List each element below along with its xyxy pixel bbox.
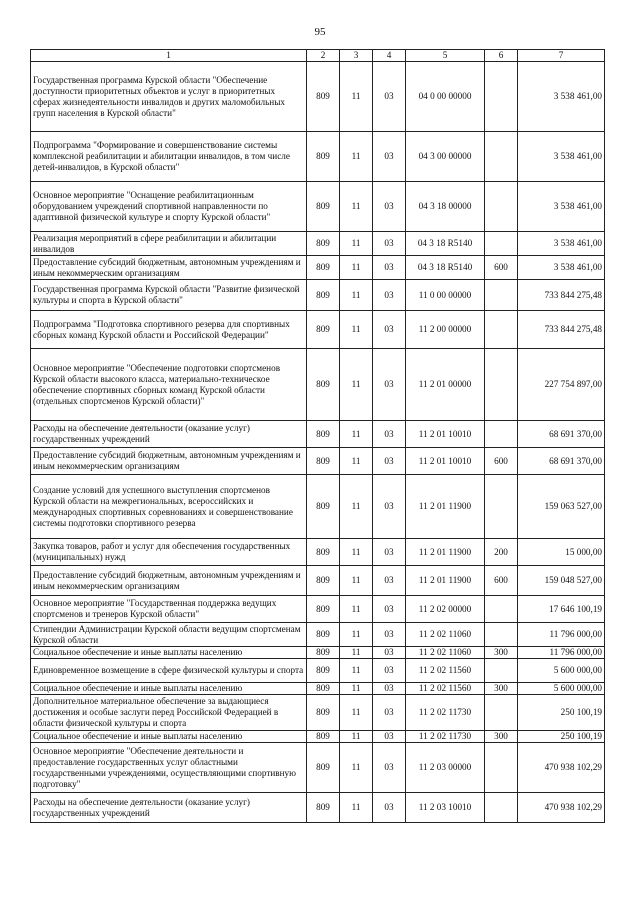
table-row [31, 311, 605, 349]
amount-cell: 3 538 461,00 [518, 182, 605, 232]
col3-cell: 11 [340, 731, 373, 743]
table-row [31, 349, 605, 421]
row-name-cell: Создание условий для успешного выступления спортсменов Курской области на межрегиональных, всероссийских и международных спортивных соревнованиях и совершенствование системы подготовки спортивного резерва [31, 475, 307, 539]
amount-cell: 68 691 370,00 [518, 421, 605, 448]
type-cell [485, 623, 518, 647]
col3-cell: 11 [340, 539, 373, 566]
col2-cell: 809 [307, 596, 340, 623]
type-cell: 300 [485, 683, 518, 695]
col4-cell: 03 [373, 349, 406, 421]
col4-cell: 03 [373, 475, 406, 539]
col2-cell: 809 [307, 695, 340, 731]
amount-cell: 17 646 100,19 [518, 596, 605, 623]
row-name-cell: Расходы на обеспечение деятельности (оказание услуг) государственных учреждений [31, 793, 307, 823]
amount-cell: 3 538 461,00 [518, 256, 605, 280]
col4-cell: 03 [373, 695, 406, 731]
type-cell [485, 311, 518, 349]
code-cell: 11 2 02 11730 [406, 731, 485, 743]
col2-cell: 809 [307, 731, 340, 743]
row-name-cell: Основное мероприятие "Государственная поддержка ведущих спортсменов и тренеров Курской области" [31, 596, 307, 623]
col3-cell: 11 [340, 475, 373, 539]
col3-cell: 11 [340, 683, 373, 695]
col2-cell: 809 [307, 659, 340, 683]
table-row [31, 596, 605, 623]
col4-cell: 03 [373, 731, 406, 743]
col2-cell: 809 [307, 793, 340, 823]
header-cell: 5 [406, 50, 485, 62]
table-row [31, 62, 605, 132]
col2-cell: 809 [307, 280, 340, 311]
col4-cell: 03 [373, 256, 406, 280]
col3-cell: 11 [340, 232, 373, 256]
amount-cell: 733 844 275,48 [518, 280, 605, 311]
col4-cell: 03 [373, 683, 406, 695]
col4-cell: 03 [373, 659, 406, 683]
col3-cell: 11 [340, 566, 373, 596]
col4-cell: 03 [373, 566, 406, 596]
col4-cell: 03 [373, 280, 406, 311]
type-cell [485, 659, 518, 683]
col2-cell: 809 [307, 62, 340, 132]
row-name-cell: Подпрограмма "Формирование и совершенствование системы комплексной реабилитации и абилитации инвалидов, в том числе детей-инвалидов, в Курской области" [31, 132, 307, 182]
table-row [31, 539, 605, 566]
type-cell [485, 475, 518, 539]
col3-cell: 11 [340, 256, 373, 280]
code-cell: 04 3 00 00000 [406, 132, 485, 182]
table-row [31, 793, 605, 823]
code-cell: 11 2 01 10010 [406, 448, 485, 475]
code-cell: 11 2 03 10010 [406, 793, 485, 823]
type-cell [485, 743, 518, 793]
table-row [31, 232, 605, 256]
col4-cell: 03 [373, 743, 406, 793]
col4-cell: 03 [373, 182, 406, 232]
code-cell: 04 3 18 R5140 [406, 232, 485, 256]
row-name-cell: Предоставление субсидий бюджетным, автономным учреждениям и иным некоммерческим организациям [31, 448, 307, 475]
row-name-cell: Социальное обеспечение и иные выплаты населению [31, 683, 307, 695]
amount-cell: 5 600 000,00 [518, 659, 605, 683]
col4-cell: 03 [373, 623, 406, 647]
col2-cell: 809 [307, 623, 340, 647]
col2-cell: 809 [307, 232, 340, 256]
header-cell: 7 [518, 50, 605, 62]
table-row [31, 182, 605, 232]
col3-cell: 11 [340, 743, 373, 793]
row-name-cell: Расходы на обеспечение деятельности (оказание услуг) государственных учреждений [31, 421, 307, 448]
col2-cell: 809 [307, 566, 340, 596]
type-cell [485, 793, 518, 823]
row-name-cell: Предоставление субсидий бюджетным, автономным учреждениям и иным некоммерческим организациям [31, 256, 307, 280]
col2-cell: 809 [307, 683, 340, 695]
type-cell [485, 349, 518, 421]
header-cell: 3 [340, 50, 373, 62]
code-cell: 11 2 01 11900 [406, 475, 485, 539]
type-cell [485, 62, 518, 132]
col4-cell: 03 [373, 539, 406, 566]
col4-cell: 03 [373, 62, 406, 132]
header-cell: 2 [307, 50, 340, 62]
type-cell [485, 280, 518, 311]
code-cell: 11 2 02 11060 [406, 623, 485, 647]
amount-cell: 733 844 275,48 [518, 311, 605, 349]
col2-cell: 809 [307, 743, 340, 793]
page-number: 95 [314, 26, 326, 38]
col2-cell: 809 [307, 256, 340, 280]
amount-cell: 11 796 000,00 [518, 623, 605, 647]
col4-cell: 03 [373, 647, 406, 659]
type-cell [485, 132, 518, 182]
row-name-cell: Стипендии Администрации Курской области ведущим спортсменам Курской области [31, 623, 307, 647]
table-row [31, 132, 605, 182]
amount-cell: 250 100,19 [518, 731, 605, 743]
row-name-cell: Подпрограмма "Подготовка спортивного резерва для спортивных сборных команд Курской области и Российской Федерации" [31, 311, 307, 349]
row-name-cell: Единовременное возмещение в сфере физической культуры и спорта [31, 659, 307, 683]
code-cell: 11 2 02 11730 [406, 695, 485, 731]
amount-cell: 15 000,00 [518, 539, 605, 566]
type-cell: 600 [485, 448, 518, 475]
code-cell: 11 2 00 00000 [406, 311, 485, 349]
row-name-cell: Социальное обеспечение и иные выплаты населению [31, 647, 307, 659]
table-row [31, 421, 605, 448]
code-cell: 11 2 01 11900 [406, 539, 485, 566]
type-cell [485, 182, 518, 232]
type-cell [485, 232, 518, 256]
col2-cell: 809 [307, 539, 340, 566]
type-cell: 600 [485, 566, 518, 596]
code-cell: 04 3 18 R5140 [406, 256, 485, 280]
amount-cell: 68 691 370,00 [518, 448, 605, 475]
amount-cell: 250 100,19 [518, 695, 605, 731]
code-cell: 04 0 00 00000 [406, 62, 485, 132]
code-cell: 11 2 01 10010 [406, 421, 485, 448]
type-cell: 300 [485, 647, 518, 659]
amount-cell: 159 063 527,00 [518, 475, 605, 539]
amount-cell: 470 938 102,29 [518, 793, 605, 823]
col2-cell: 809 [307, 475, 340, 539]
col3-cell: 11 [340, 182, 373, 232]
col3-cell: 11 [340, 793, 373, 823]
col4-cell: 03 [373, 793, 406, 823]
col4-cell: 03 [373, 132, 406, 182]
col3-cell: 11 [340, 311, 373, 349]
type-cell [485, 596, 518, 623]
code-cell: 11 2 03 00000 [406, 743, 485, 793]
table-row [31, 743, 605, 793]
code-cell: 11 2 01 00000 [406, 349, 485, 421]
table-row [31, 683, 605, 695]
header-cell: 1 [31, 50, 307, 62]
col2-cell: 809 [307, 311, 340, 349]
col2-cell: 809 [307, 182, 340, 232]
row-name-cell: Дополнительное материальное обеспечение за выдающиеся достижения и особые заслуги перед Российской Федерацией в области физической культуры и спорта [31, 695, 307, 731]
col2-cell: 809 [307, 421, 340, 448]
amount-cell: 3 538 461,00 [518, 232, 605, 256]
col3-cell: 11 [340, 280, 373, 311]
amount-cell: 159 048 527,00 [518, 566, 605, 596]
col3-cell: 11 [340, 623, 373, 647]
col4-cell: 03 [373, 232, 406, 256]
row-name-cell: Социальное обеспечение и иные выплаты населению [31, 731, 307, 743]
col3-cell: 11 [340, 695, 373, 731]
row-name-cell: Закупка товаров, работ и услуг для обеспечения государственных (муниципальных) нужд [31, 539, 307, 566]
amount-cell: 470 938 102,29 [518, 743, 605, 793]
code-cell: 11 2 02 11560 [406, 683, 485, 695]
code-cell: 11 2 01 11900 [406, 566, 485, 596]
row-name-cell: Предоставление субсидий бюджетным, автономным учреждениям и иным некоммерческим организациям [31, 566, 307, 596]
table-row [31, 647, 605, 659]
budget-table [30, 49, 605, 823]
code-cell: 11 2 02 11560 [406, 659, 485, 683]
type-cell [485, 695, 518, 731]
table-row [31, 448, 605, 475]
col3-cell: 11 [340, 659, 373, 683]
col3-cell: 11 [340, 596, 373, 623]
table-row [31, 475, 605, 539]
row-name-cell: Основное мероприятие "Оснащение реабилитационным оборудованием учреждений спортивной направленности по адаптивной физической культуре и спорту Курской области" [31, 182, 307, 232]
header-cell: 4 [373, 50, 406, 62]
table-row [31, 695, 605, 731]
code-cell: 11 2 02 00000 [406, 596, 485, 623]
col4-cell: 03 [373, 421, 406, 448]
amount-cell: 227 754 897,00 [518, 349, 605, 421]
col2-cell: 809 [307, 448, 340, 475]
amount-cell: 3 538 461,00 [518, 132, 605, 182]
col3-cell: 11 [340, 421, 373, 448]
table-row [31, 731, 605, 743]
row-name-cell: Основное мероприятие "Обеспечение подготовки спортсменов Курской области высокого класса, материально-техническое обеспечение спортивных сборных команд Курской области (отдельных спортсменов Курской области)" [31, 349, 307, 421]
col3-cell: 11 [340, 349, 373, 421]
col4-cell: 03 [373, 596, 406, 623]
type-cell: 600 [485, 256, 518, 280]
header-cell: 6 [485, 50, 518, 62]
row-name-cell: Государственная программа Курской области "Обеспечение доступности приоритетных объектов и услуг в приоритетных сферах жизнедеятельности инвалидов и других маломобильных групп населения в Курской области" [31, 62, 307, 132]
col2-cell: 809 [307, 349, 340, 421]
col3-cell: 11 [340, 62, 373, 132]
code-cell: 11 0 00 00000 [406, 280, 485, 311]
table-row [31, 659, 605, 683]
table-row [31, 623, 605, 647]
row-name-cell: Основное мероприятие "Обеспечение деятельности и предоставление государственных услуг областными государственными учреждениями, осуществляющими спортивную подготовку" [31, 743, 307, 793]
row-name-cell: Государственная программа Курской области "Развитие физической культуры и спорта в Курской области" [31, 280, 307, 311]
table-row [31, 280, 605, 311]
col3-cell: 11 [340, 647, 373, 659]
col3-cell: 11 [340, 448, 373, 475]
col4-cell: 03 [373, 311, 406, 349]
amount-cell: 5 600 000,00 [518, 683, 605, 695]
header-row [31, 50, 605, 62]
col2-cell: 809 [307, 647, 340, 659]
row-name-cell: Реализация мероприятий в сфере реабилитации и абилитации инвалидов [31, 232, 307, 256]
code-cell: 11 2 02 11060 [406, 647, 485, 659]
table-row [31, 566, 605, 596]
table-row [31, 256, 605, 280]
code-cell: 04 3 18 00000 [406, 182, 485, 232]
type-cell [485, 421, 518, 448]
col4-cell: 03 [373, 448, 406, 475]
amount-cell: 3 538 461,00 [518, 62, 605, 132]
type-cell: 300 [485, 731, 518, 743]
col2-cell: 809 [307, 132, 340, 182]
type-cell: 200 [485, 539, 518, 566]
amount-cell: 11 796 000,00 [518, 647, 605, 659]
col3-cell: 11 [340, 132, 373, 182]
